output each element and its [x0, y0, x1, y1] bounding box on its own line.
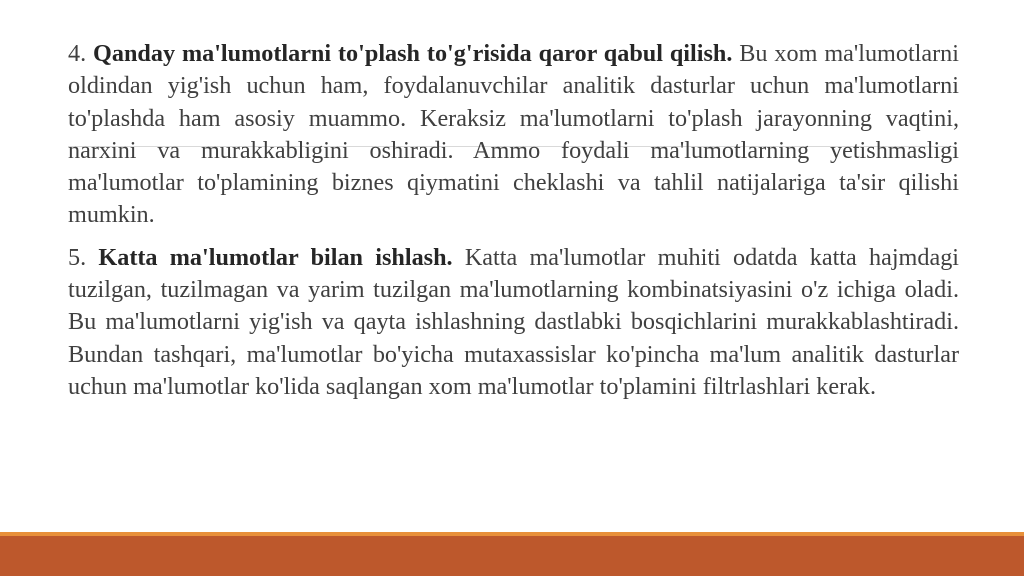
- paragraph-heading: Qanday ma'lumotlarni to'plash to'g'risida qaror qabul qilish.: [93, 40, 733, 67]
- paragraph-heading: Katta ma'lumotlar bilan ishlash.: [98, 243, 453, 271]
- slide-body: [68, 38, 959, 413]
- paragraph-item-5: [68, 242, 959, 403]
- footer-accent-bar: [0, 536, 1024, 576]
- paragraph-body: Bu xom ma'lumotlarni oldindan yig'ish uchun ham, foydalanuvchilar analitik dasturlar uchun ma'lumotlarni to'plashda ham asosiy muammo. Keraksiz ma'lumotlarni to'plash jarayonning vaqtini, narxini va murakkabligini oshiradi. Ammo foydali ma'lumotlarning yetishmasligi ma'lumotlar to'plamining biznes qiymatini cheklashi va tahlil natijalariga ta'sir qilishi mumkin.: [68, 40, 959, 229]
- paragraph-number: 4.: [68, 40, 87, 67]
- paragraph-number: 5.: [68, 243, 87, 271]
- paragraph-body: Katta ma'lumotlar muhiti odatda katta hajmdagi tuzilgan, tuzilmagan va yarim tuzilgan ma'lumotlarning kombinatsiyasini o'z ichiga oladi. Bu ma'lumotlarni yig'ish va qayta ishlashning dastlabki bosqichlarini murakkablashtiradi. Bundan tashqari, ma'lumotlar bo'yicha mutaxassislar ko'pincha ma'lum analitik dasturlar uchun ma'lumotlar ko'lida saqlangan xom ma'lumotlar to'plamini filtrlashlari kerak.: [68, 243, 960, 400]
- paragraph-item-4: [68, 38, 959, 232]
